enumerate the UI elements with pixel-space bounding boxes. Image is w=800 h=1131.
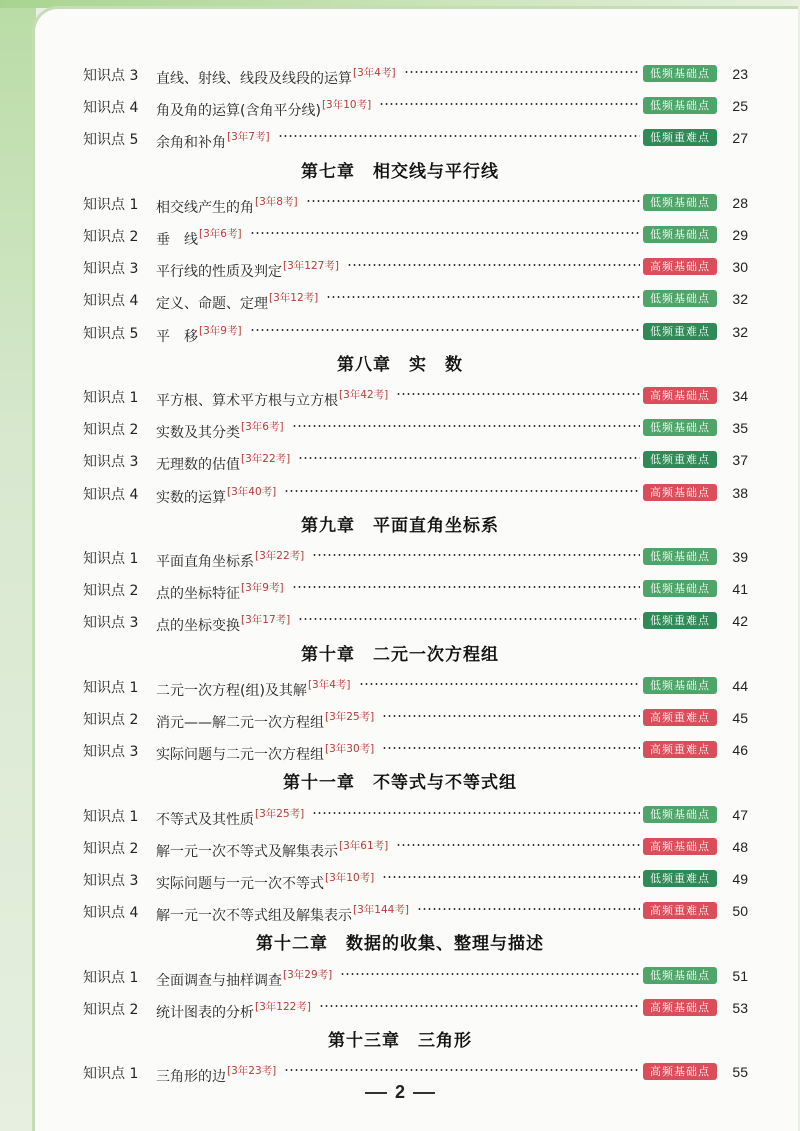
entry-title-group (156, 838, 388, 861)
entry-title-group (156, 484, 276, 507)
frequency-badge: 高频基础点 (643, 387, 717, 404)
entry-title-group (156, 580, 284, 603)
knowledge-point-label: 知识点 1 (83, 679, 139, 696)
entry-title: 定义、命题、定理 (156, 296, 268, 313)
chapter-heading: 第九章 平面直角坐标系 (301, 515, 499, 536)
toc-entry[interactable] (0, 283, 800, 313)
dot-leader (278, 135, 640, 137)
page-number: 49 (732, 871, 748, 887)
toc-entry[interactable] (0, 670, 800, 700)
entry-title: 实数及其分类 (156, 425, 240, 442)
exam-frequency: [3年30考] (325, 743, 375, 756)
exam-frequency: [3年22考] (255, 550, 305, 562)
dot-leader (382, 876, 640, 878)
knowledge-point-label: 知识点 2 (83, 422, 139, 439)
entry-title: 余角和补角 (156, 135, 226, 152)
page-number: 55 (732, 1064, 748, 1081)
entry-title: 二元一次方程(组)及其解 (156, 682, 307, 699)
exam-frequency: [3年10考] (325, 872, 375, 884)
entry-title-group (156, 226, 242, 249)
page-number: 29 (732, 227, 748, 243)
entry-title-group (156, 65, 396, 88)
entry-title-group (156, 999, 311, 1022)
page-number: 27 (732, 130, 748, 147)
entry-title-group (156, 419, 284, 442)
page-number: 38 (732, 484, 748, 501)
page-number: 37 (732, 452, 748, 469)
toc-entry[interactable] (0, 863, 800, 893)
knowledge-point-label: 知识点 1 (83, 196, 139, 213)
page-number: 32 (732, 291, 748, 308)
frequency-badge: 低频基础点 (643, 290, 717, 307)
knowledge-point-label: 知识点 1 (83, 551, 139, 567)
exam-frequency-text: 3年22考 (245, 453, 287, 466)
toc-entry[interactable] (0, 412, 800, 442)
entry-title: 直线、射线、线段及线段的运算 (156, 71, 352, 87)
knowledge-point-label: 知识点 1 (83, 808, 139, 825)
dot-leader (396, 393, 640, 395)
page-number: 48 (732, 838, 748, 855)
entry-title: 无理数的估值 (156, 457, 240, 474)
exam-frequency: [3年4考] (353, 67, 396, 79)
toc-entry[interactable] (0, 187, 800, 217)
entry-title: 角及角的运算(含角平分线) (156, 103, 321, 120)
entry-title-group (156, 741, 374, 764)
toc-entry[interactable] (0, 58, 800, 88)
frequency-badge: 低频基础点 (643, 194, 717, 211)
entry-title: 统计图表的分析 (156, 1004, 254, 1021)
entry-title-group (156, 902, 409, 925)
entry-title: 解一元一次不等式及解集表示 (156, 843, 338, 860)
page-number: 47 (732, 806, 748, 823)
exam-frequency: [3年25考] (255, 807, 305, 820)
entry-title-group (156, 258, 339, 281)
knowledge-point-label: 知识点 2 (83, 712, 139, 728)
footer-dash-left (365, 1092, 387, 1094)
page-number: 50 (732, 903, 748, 920)
toc-entry[interactable] (0, 831, 800, 861)
knowledge-point-label: 知识点 2 (83, 840, 139, 857)
page-number: 42 (732, 613, 748, 630)
frequency-badge: 低频基础点 (643, 967, 717, 984)
page-number: 35 (732, 420, 748, 437)
exam-frequency: [3年12考] (269, 292, 319, 305)
exam-frequency-text: 3年122考 (259, 1000, 307, 1013)
frequency-badge: 高频基础点 (643, 838, 717, 855)
entry-title-group (156, 387, 388, 410)
page-number: 46 (732, 742, 748, 759)
entry-title: 实际问题与二元一次方程组 (156, 747, 324, 764)
dot-leader (396, 844, 640, 846)
toc-entry[interactable] (0, 960, 800, 990)
dot-leader (347, 264, 640, 266)
frequency-badge: 高频基础点 (643, 999, 717, 1016)
knowledge-point-label: 知识点 5 (83, 132, 139, 149)
toc-entry[interactable] (0, 90, 800, 120)
frequency-badge: 低频重难点 (643, 612, 717, 629)
exam-frequency-text: 3年4考 (312, 678, 347, 691)
exam-frequency: [3年144考] (353, 904, 409, 917)
frequency-badge: 低频基础点 (643, 548, 717, 565)
footer-page-number: 2 (394, 1082, 405, 1102)
exam-frequency-text: 3年25考 (329, 711, 371, 723)
exam-frequency-text: 3年12考 (273, 292, 315, 305)
entry-title: 消元——解二元一次方程组 (156, 715, 324, 731)
entry-title: 相交线产生的角 (156, 199, 254, 216)
chapter-heading: 第八章 实 数 (337, 354, 463, 375)
frequency-badge: 低频基础点 (643, 677, 717, 694)
toc-entry[interactable] (0, 799, 800, 829)
knowledge-point-label: 知识点 1 (83, 969, 139, 986)
page-number: 32 (732, 323, 748, 340)
dot-leader (319, 1005, 640, 1007)
frequency-badge: 高频基础点 (643, 258, 717, 275)
entry-title: 平面直角坐标系 (156, 554, 254, 570)
exam-frequency-text: 3年25考 (259, 807, 301, 820)
knowledge-point-label: 知识点 3 (83, 744, 139, 761)
exam-frequency: [3年22考] (241, 453, 291, 466)
frequency-badge: 低频重难点 (643, 323, 717, 340)
exam-frequency-text: 3年9考 (245, 582, 280, 595)
entry-title: 实数的运算 (156, 489, 226, 506)
dot-leader (306, 200, 640, 202)
dot-leader (326, 296, 640, 298)
toc-entry[interactable] (0, 477, 800, 507)
entry-title: 平方根、算术平方根与立方根 (156, 393, 338, 409)
footer-dash-right (413, 1092, 435, 1094)
exam-frequency-text: 3年8考 (259, 195, 294, 208)
entry-title-group (156, 967, 332, 990)
toc-entry[interactable] (0, 895, 800, 925)
chapter-heading: 第十一章 不等式与不等式组 (283, 773, 517, 794)
dot-leader (359, 683, 640, 685)
entry-title-group (156, 612, 290, 635)
knowledge-point-label: 知识点 4 (83, 905, 139, 922)
toc-entry[interactable] (0, 444, 800, 474)
exam-frequency: [3年40考] (227, 485, 277, 498)
entry-title: 实际问题与一元一次不等式 (156, 876, 324, 892)
entry-title: 三角形的边 (156, 1069, 226, 1086)
exam-frequency-text: 3年30考 (329, 743, 371, 756)
toc-entry[interactable] (0, 605, 800, 635)
exam-frequency-text: 3年10考 (326, 99, 368, 112)
exam-frequency-text: 3年6考 (203, 228, 238, 240)
exam-frequency-text: 3年144考 (357, 904, 405, 917)
entry-title: 点的坐标变换 (156, 618, 240, 635)
entry-title-group (156, 709, 374, 732)
frequency-badge: 低频重难点 (643, 129, 717, 146)
exam-frequency: [3年4考] (307, 678, 351, 691)
exam-frequency-text: 3年23考 (231, 1065, 273, 1078)
exam-frequency: [3年42考] (339, 389, 389, 401)
toc-entry[interactable] (0, 734, 800, 764)
frequency-badge: 低频基础点 (643, 580, 717, 597)
entry-title: 平行线的性质及判定 (156, 264, 282, 281)
entry-title: 不等式及其性质 (156, 811, 254, 828)
exam-frequency-text: 3年42考 (343, 389, 385, 401)
page-number: 41 (732, 581, 748, 598)
frequency-badge: 低频基础点 (643, 806, 717, 823)
dot-leader (298, 618, 640, 620)
entry-title-group (156, 677, 351, 700)
dot-leader (298, 457, 640, 459)
entry-title-group (156, 548, 304, 571)
exam-frequency: [3年122考] (255, 1000, 311, 1013)
entry-title: 平 移 (156, 328, 198, 345)
knowledge-point-label: 知识点 2 (83, 1001, 139, 1018)
exam-frequency-text: 3年9考 (203, 324, 238, 337)
toc-entry[interactable] (0, 122, 800, 152)
knowledge-point-label: 知识点 4 (83, 486, 139, 503)
exam-frequency-text: 3年10考 (329, 872, 371, 884)
entry-title-group (156, 97, 371, 120)
exam-frequency-text: 3年61考 (343, 839, 385, 852)
knowledge-point-label: 知识点 2 (83, 229, 139, 245)
page-number: 28 (732, 194, 748, 211)
page-footer (0, 1082, 800, 1103)
frequency-badge: 高频基础点 (643, 484, 717, 501)
exam-frequency: [3年61考] (339, 839, 389, 852)
toc-entry[interactable] (0, 992, 800, 1022)
exam-frequency-text: 3年4考 (357, 67, 392, 79)
exam-frequency: [3年17考] (241, 614, 291, 627)
knowledge-point-label: 知识点 4 (83, 293, 139, 310)
toc-entry[interactable] (0, 316, 800, 346)
dot-leader (382, 715, 640, 717)
entry-title: 点的坐标特征 (156, 586, 240, 603)
knowledge-point-label: 知识点 2 (83, 583, 139, 600)
entry-title: 全面调查与抽样调查 (156, 972, 282, 989)
dot-leader (312, 812, 640, 814)
exam-frequency-text: 3年7考 (231, 131, 266, 144)
toc-entry[interactable] (0, 251, 800, 281)
exam-frequency-text: 3年22考 (259, 550, 301, 562)
dot-leader (417, 908, 640, 910)
toc-entry[interactable] (0, 380, 800, 410)
knowledge-point-label: 知识点 1 (83, 390, 139, 406)
knowledge-point-label: 知识点 3 (83, 615, 139, 632)
exam-frequency: [3年7考] (227, 131, 270, 144)
exam-frequency-text: 3年40考 (231, 485, 273, 498)
dot-leader (284, 490, 640, 492)
page-number: 34 (732, 388, 748, 404)
exam-frequency: [3年9考] (241, 582, 284, 595)
toc-entry[interactable] (0, 219, 800, 249)
page-number: 25 (732, 98, 748, 115)
dot-leader (340, 973, 640, 975)
entry-title-group (156, 129, 270, 152)
page-number: 23 (732, 66, 748, 82)
toc-entry[interactable] (0, 702, 800, 732)
chapter-heading: 第十三章 三角形 (328, 1031, 472, 1051)
knowledge-point-label: 知识点 3 (83, 68, 139, 84)
exam-frequency: [3年6考] (199, 228, 242, 240)
entry-title-group (156, 290, 318, 313)
exam-frequency-text: 3年29考 (287, 968, 329, 981)
page-number: 30 (732, 259, 748, 276)
exam-frequency-text: 3年17考 (245, 614, 287, 627)
frequency-badge: 低频重难点 (643, 451, 717, 468)
dot-leader (379, 103, 640, 105)
page-number: 53 (732, 999, 748, 1016)
entry-title-group (156, 451, 290, 474)
exam-frequency: [3年6考] (241, 421, 284, 434)
frequency-badge: 低频基础点 (643, 419, 717, 436)
frequency-badge: 低频基础点 (643, 97, 717, 114)
exam-frequency-text: 3年127考 (287, 260, 335, 273)
exam-frequency: [3年9考] (199, 324, 242, 337)
exam-frequency: [3年10考] (321, 99, 372, 112)
dot-leader (250, 329, 640, 331)
entry-title: 垂 线 (156, 232, 198, 248)
knowledge-point-label: 知识点 3 (83, 261, 139, 278)
page-number: 44 (732, 677, 748, 694)
chapter-heading: 第十二章 数据的收集、整理与描述 (256, 934, 544, 955)
page-number: 39 (732, 549, 748, 565)
chapter-heading: 第十章 二元一次方程组 (301, 644, 499, 665)
dot-leader (292, 586, 640, 588)
exam-frequency: [3年127考] (283, 260, 339, 273)
dot-leader (250, 232, 640, 234)
knowledge-point-label: 知识点 4 (83, 100, 139, 117)
frequency-badge: 低频基础点 (643, 65, 717, 82)
chapter-heading: 第七章 相交线与平行线 (301, 161, 499, 182)
toc-entry[interactable] (0, 541, 800, 571)
frequency-badge: 低频基础点 (643, 226, 717, 243)
knowledge-point-label: 知识点 3 (83, 454, 139, 471)
knowledge-point-label: 知识点 5 (83, 325, 139, 342)
entry-title-group (156, 323, 242, 346)
frequency-badge: 低频重难点 (643, 870, 717, 887)
exam-frequency: [3年8考] (255, 195, 298, 208)
frequency-badge: 高频重难点 (643, 709, 717, 726)
exam-frequency: [3年23考] (227, 1065, 277, 1078)
page-number: 45 (732, 710, 748, 726)
entry-title-group (156, 194, 298, 217)
dot-leader (284, 1069, 640, 1071)
page-number: 51 (732, 967, 748, 984)
exam-frequency: [3年29考] (283, 968, 333, 981)
entry-title: 解一元一次不等式组及解集表示 (156, 908, 352, 925)
knowledge-point-label: 知识点 3 (83, 873, 139, 889)
frequency-badge: 高频重难点 (643, 741, 717, 758)
knowledge-point-label: 知识点 1 (83, 1066, 139, 1083)
dot-leader (382, 747, 640, 749)
frequency-badge: 高频基础点 (643, 1063, 717, 1080)
exam-frequency: [3年25考] (325, 711, 375, 723)
dot-leader (404, 71, 640, 73)
dot-leader (292, 425, 640, 427)
frequency-badge: 高频重难点 (643, 902, 717, 919)
entry-title-group (156, 870, 374, 893)
dot-leader (312, 554, 640, 556)
exam-frequency-text: 3年6考 (245, 421, 280, 434)
toc-entry[interactable] (0, 573, 800, 603)
entry-title-group (156, 806, 304, 829)
